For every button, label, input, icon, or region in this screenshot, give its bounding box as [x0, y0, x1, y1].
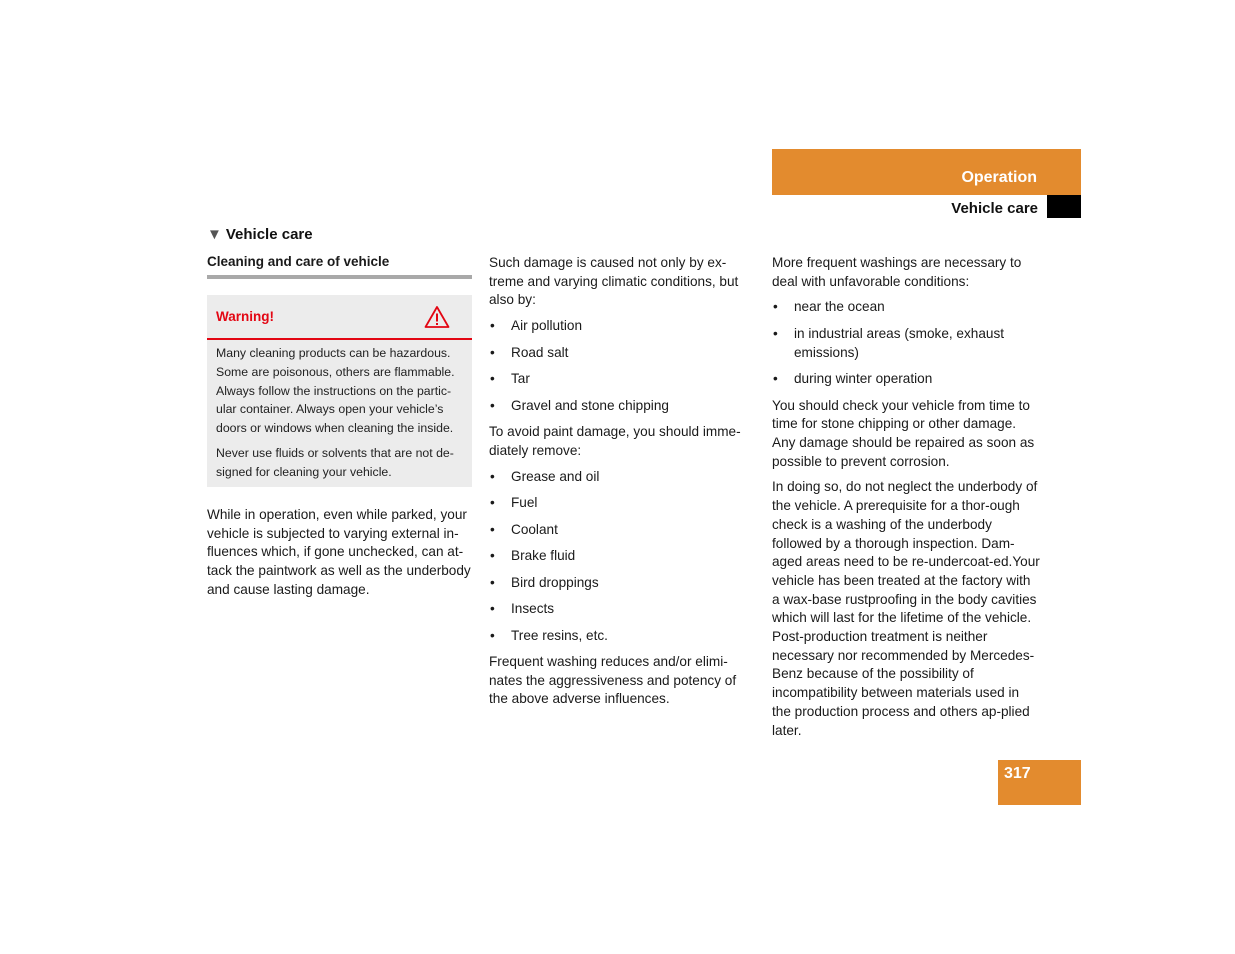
page-number-tab: [998, 760, 1081, 805]
list-item: • Grease and oil: [489, 468, 757, 487]
list-item: • Fuel: [489, 494, 757, 513]
list-item: • near the ocean: [772, 298, 1040, 317]
chapter-title: Operation: [961, 169, 1037, 186]
list-item: • Insects: [489, 600, 757, 619]
washing-paragraph: Frequent washing reduces and/or elimi-nates the aggressiveness and potency of the above adverse influences.: [489, 654, 737, 707]
warning-body: [216, 344, 468, 488]
conditions-list: [772, 298, 1040, 388]
list-item: • in industrial areas (smoke, exhaust emissions): [772, 325, 1040, 362]
section-title: Vehicle care: [951, 200, 1038, 217]
list-item: • Coolant: [489, 521, 757, 540]
subheading: Cleaning and care of vehicle: [207, 254, 472, 279]
conditions-intro: More frequent washings are necessary to deal with unfavorable conditions:: [772, 255, 1022, 289]
warning-triangle-icon: [424, 305, 450, 329]
page-number: 317: [1004, 765, 1031, 782]
heading-title: Vehicle care: [225, 226, 313, 243]
intro-paragraph: While in operation, even while parked, your vehicle is subjected to varying external in-fluences which, if gone unchecked, can at-tack the paintwork as well as the underbody and cause lasting damage.: [207, 507, 471, 597]
list-item: • Tar: [489, 370, 757, 389]
remove-list: [489, 468, 757, 646]
column-2: [489, 254, 757, 709]
triangle-down-icon: ▼: [207, 226, 222, 243]
column-3: [772, 254, 1040, 740]
remove-intro: To avoid paint damage, you should imme-diately remove:: [489, 424, 741, 458]
list-item: • during winter operation: [772, 370, 1040, 389]
list-item: • Air pollution: [489, 317, 757, 336]
section-marker: [1047, 195, 1081, 218]
page-heading: [207, 226, 313, 243]
list-item: • Road salt: [489, 344, 757, 363]
warning-paragraph: Never use fluids or solvents that are not de-signed for cleaning your vehicle.: [216, 445, 454, 479]
list-item: • Tree resins, etc.: [489, 627, 757, 646]
underbody-paragraph: In doing so, do not neglect the underbody of the vehicle. A prerequisite for a thor-ough check is a washing of the underbody followed by a thorough inspection. Dam-aged areas need to be re-undercoat-ed.Your vehicle has been treated at the factory with a wax-base rustproofing in the body cavities which will last for the lifetime of the vehicle. Post-production treatment is neither necessary nor recommended by Mercedes-Benz because of the possibility of incompatibility between materials used in the production process and others ap-plied later.: [772, 479, 1040, 738]
warning-label: Warning!: [216, 309, 274, 324]
warning-paragraph: Many cleaning products can be hazardous. Some are poisonous, others are flammable. Always follow the instructions on the partic-ular container. Always open your vehicle’s doors or windows when cleaning the inside.: [216, 346, 455, 436]
list-item: • Gravel and stone chipping: [489, 397, 757, 416]
list-item: • Brake fluid: [489, 547, 757, 566]
list-item: • Bird droppings: [489, 574, 757, 593]
damage-intro: Such damage is caused not only by ex-treme and varying climatic conditions, but also by:: [489, 255, 739, 308]
chapter-tab: [772, 149, 1081, 195]
check-paragraph: You should check your vehicle from time to time for stone chipping or other damage. Any damage should be repaired as soon as possible to prevent corrosion.: [772, 397, 1035, 469]
causes-list: [489, 317, 757, 415]
